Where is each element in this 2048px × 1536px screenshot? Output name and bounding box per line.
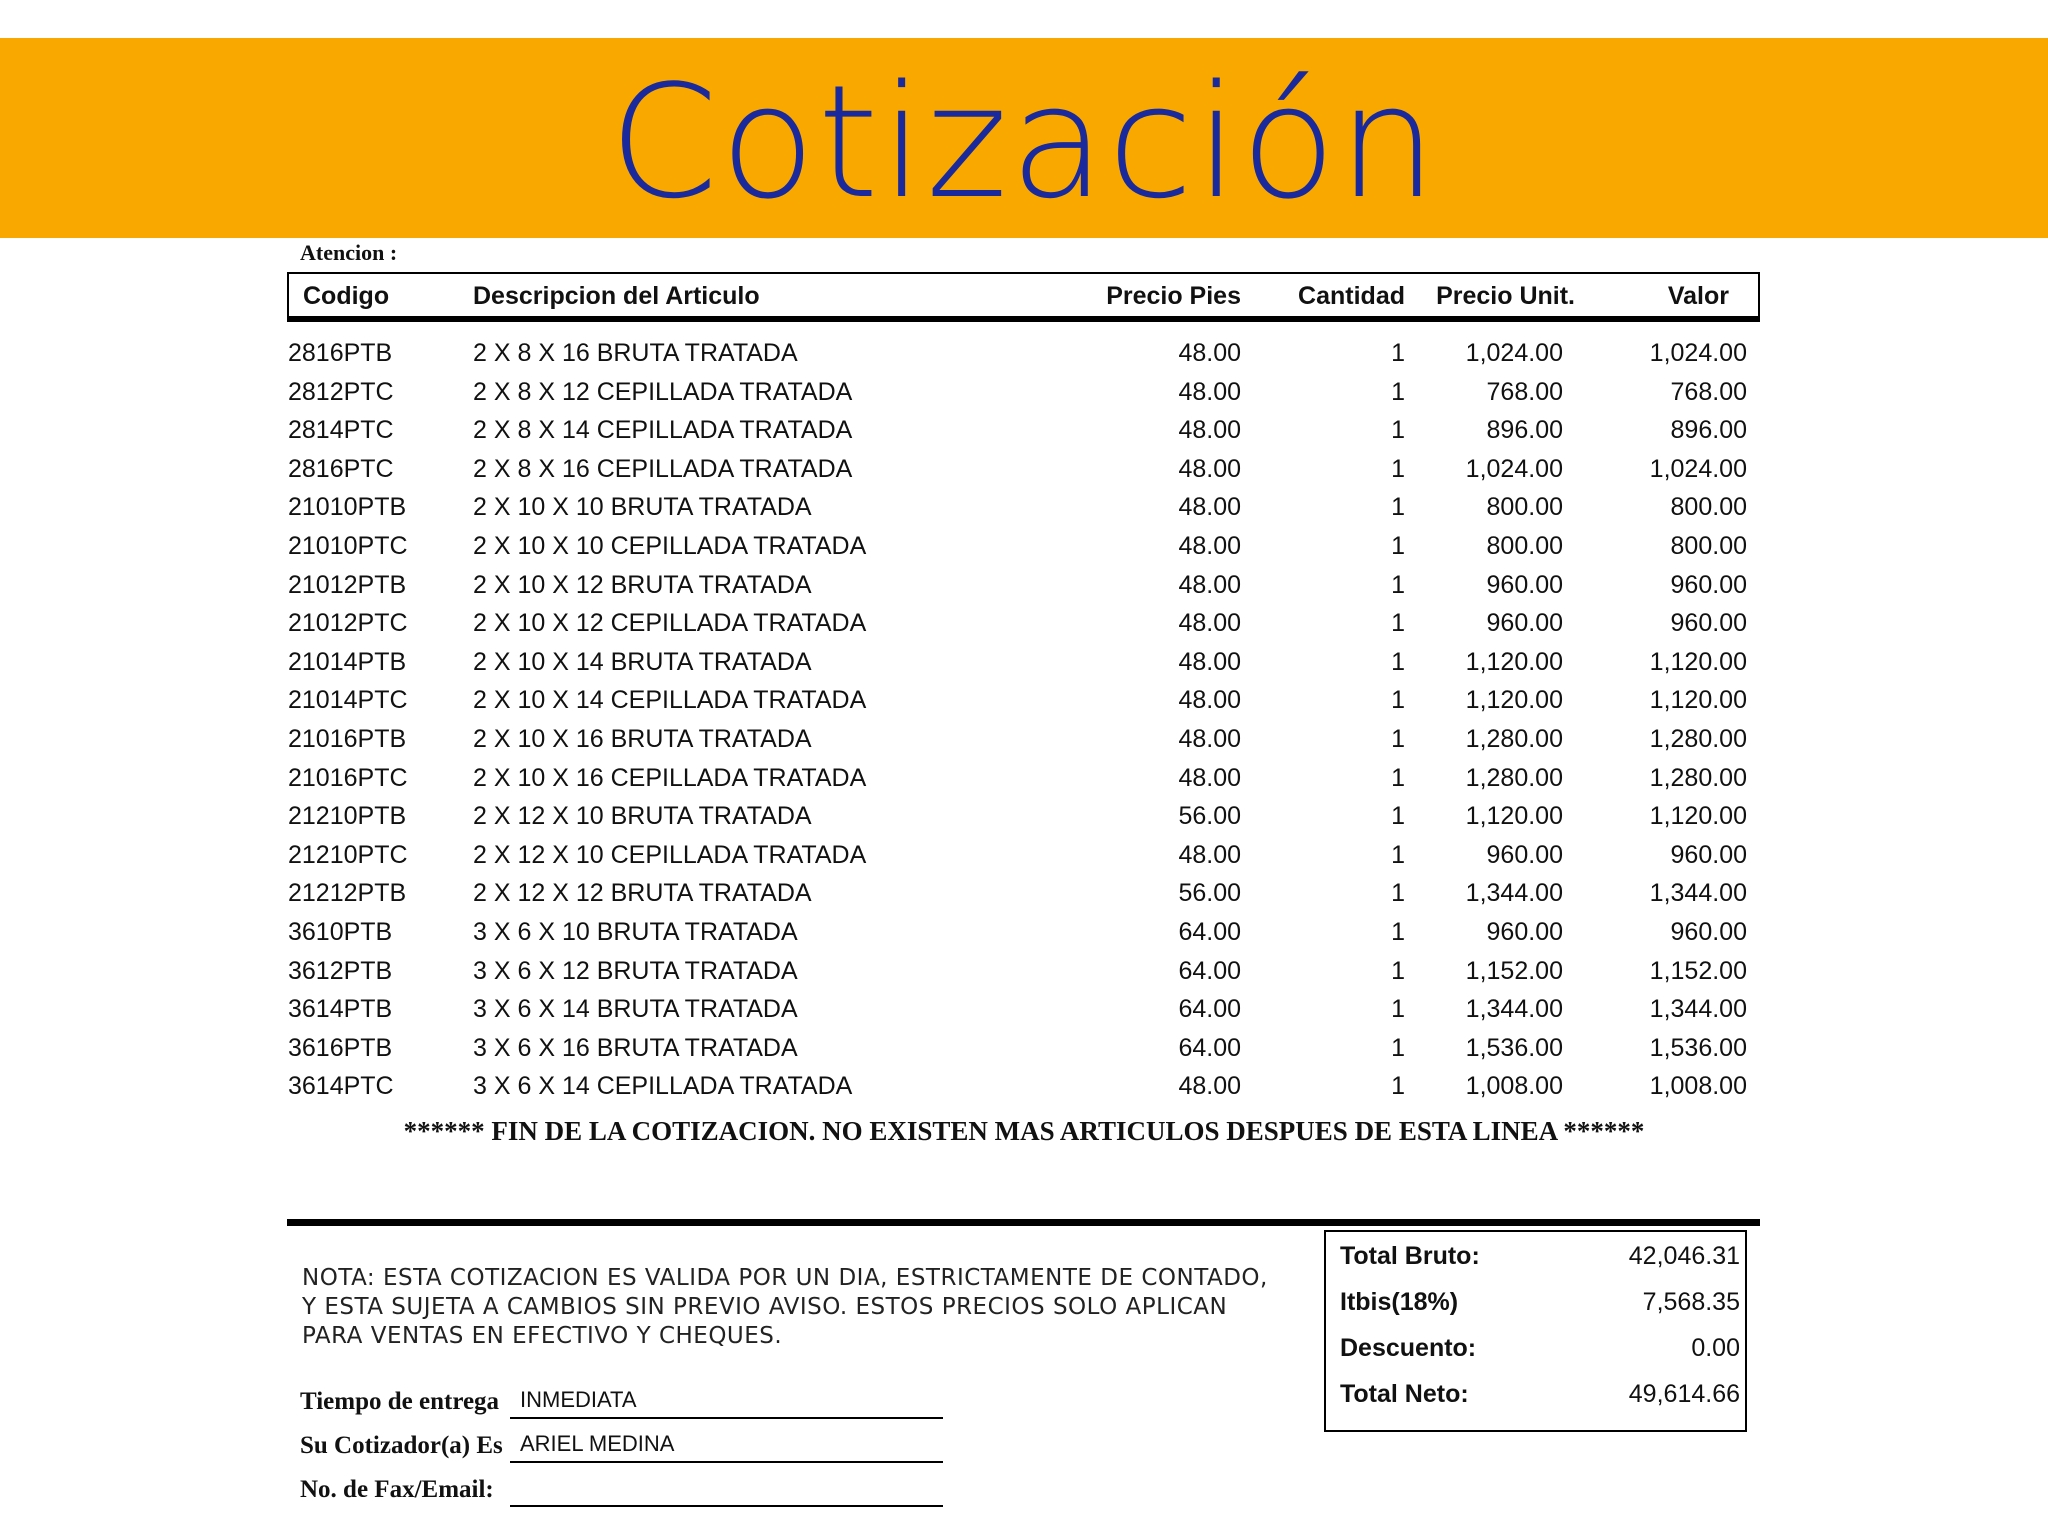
header-precio-pies: Precio Pies	[1106, 282, 1241, 310]
cell-valor: 800.00	[1670, 493, 1747, 522]
total-label: Itbis(18%)	[1340, 1288, 1459, 1316]
page-title: Cotización	[609, 51, 1439, 233]
cell-codigo: 3616PTB	[288, 1033, 393, 1062]
cell-descripcion: 2 X 10 X 12 BRUTA TRATADA	[473, 570, 812, 599]
cell-codigo: 21014PTC	[288, 686, 408, 715]
nota-line: NOTA: ESTA COTIZACION ES VALIDA POR UN DIA, ESTRICTAMENTE DE CONTADO,	[302, 1265, 1268, 1291]
cell-valor: 1,120.00	[1649, 686, 1747, 715]
cell-precio-unit: 1,344.00	[1465, 879, 1563, 908]
cell-descripcion: 2 X 10 X 16 BRUTA TRATADA	[473, 725, 812, 753]
cell-descripcion: 3 X 6 X 10 BRUTA TRATADA	[473, 918, 798, 946]
table-row	[0, 758, 2048, 797]
cell-precio-pies: 48.00	[1178, 609, 1241, 638]
header-descripcion: Descripcion del Articulo	[473, 282, 760, 310]
cell-descripcion: 3 X 6 X 12 BRUTA TRATADA	[473, 956, 798, 985]
cell-valor: 1,008.00	[1649, 1072, 1747, 1101]
table-row	[0, 680, 2048, 719]
cell-cantidad: 1	[1391, 454, 1405, 483]
total-value: 0.00	[1691, 1334, 1740, 1362]
cell-descripcion: 2 X 8 X 16 BRUTA TRATADA	[473, 339, 798, 367]
total-label: Total Neto:	[1340, 1380, 1469, 1408]
cell-cantidad: 1	[1391, 339, 1405, 367]
divider-rule	[287, 1219, 1760, 1226]
cell-precio-unit: 1,536.00	[1465, 1033, 1563, 1062]
cell-valor: 1,536.00	[1649, 1033, 1747, 1062]
cell-precio-unit: 960.00	[1486, 840, 1563, 869]
cell-valor: 1,280.00	[1649, 725, 1747, 753]
cell-precio-pies: 48.00	[1178, 725, 1241, 753]
cell-precio-pies: 48.00	[1178, 763, 1241, 792]
cell-precio-pies: 56.00	[1178, 879, 1241, 908]
cell-cantidad: 1	[1391, 416, 1405, 445]
cell-valor: 1,344.00	[1649, 879, 1747, 908]
cell-descripcion: 3 X 6 X 14 BRUTA TRATADA	[473, 995, 798, 1024]
cell-valor: 1,120.00	[1649, 647, 1747, 676]
table-row	[0, 835, 2048, 874]
tiempo-entrega-line	[510, 1417, 943, 1419]
cell-cantidad: 1	[1391, 802, 1405, 831]
cell-codigo: 21210PTB	[288, 802, 407, 831]
cell-precio-pies: 48.00	[1178, 339, 1241, 367]
cell-descripcion: 2 X 12 X 12 BRUTA TRATADA	[473, 879, 812, 908]
cell-precio-pies: 48.00	[1178, 840, 1241, 869]
table-row	[0, 989, 2048, 1028]
cell-codigo: 21016PTB	[288, 725, 407, 753]
cell-codigo: 21212PTB	[288, 879, 407, 908]
cell-valor: 960.00	[1670, 609, 1747, 638]
cell-descripcion: 2 X 10 X 10 BRUTA TRATADA	[473, 493, 812, 522]
cell-codigo: 21012PTB	[288, 570, 407, 599]
cell-cantidad: 1	[1391, 1033, 1405, 1062]
table-row	[0, 912, 2048, 951]
cell-precio-unit: 1,280.00	[1465, 763, 1563, 792]
cell-cantidad: 1	[1391, 1072, 1405, 1101]
total-value: 7,568.35	[1642, 1288, 1740, 1316]
cell-valor: 960.00	[1670, 840, 1747, 869]
cell-cantidad: 1	[1391, 763, 1405, 792]
table-row	[0, 449, 2048, 488]
cell-descripcion: 2 X 10 X 12 CEPILLADA TRATADA	[473, 609, 867, 638]
cell-precio-pies: 48.00	[1178, 686, 1241, 715]
table-row	[0, 565, 2048, 604]
cell-precio-unit: 1,024.00	[1465, 339, 1563, 367]
cell-descripcion: 2 X 12 X 10 BRUTA TRATADA	[473, 802, 812, 831]
cotizador-line	[510, 1461, 943, 1463]
cell-codigo: 3614PTC	[288, 1072, 394, 1101]
total-label: Total Bruto:	[1340, 1242, 1480, 1270]
cell-precio-unit: 1,024.00	[1465, 454, 1563, 483]
header-valor: Valor	[1667, 282, 1729, 310]
cell-valor: 800.00	[1670, 532, 1747, 560]
fax-email-label: No. de Fax/Email:	[300, 1476, 494, 1503]
cell-precio-pies: 64.00	[1178, 995, 1241, 1024]
table-row	[0, 796, 2048, 835]
cell-precio-pies: 48.00	[1178, 532, 1241, 560]
cell-descripcion: 2 X 8 X 14 CEPILLADA TRATADA	[473, 416, 853, 445]
cell-cantidad: 1	[1391, 647, 1405, 676]
cell-precio-pies: 48.00	[1178, 377, 1241, 406]
total-label: Descuento:	[1340, 1334, 1477, 1362]
end-of-quote-line: ****** FIN DE LA COTIZACION. NO EXISTEN MAS ARTICULOS DESPUES DE ESTA LINEA ******	[403, 1116, 1645, 1146]
cell-cantidad: 1	[1391, 377, 1405, 406]
cell-valor: 1,024.00	[1649, 454, 1747, 483]
table-row	[0, 1066, 2048, 1105]
cell-precio-pies: 56.00	[1178, 802, 1241, 831]
cell-descripcion: 2 X 8 X 12 CEPILLADA TRATADA	[473, 377, 853, 406]
nota-line: PARA VENTAS EN EFECTIVO Y CHEQUES.	[302, 1323, 783, 1349]
cell-descripcion: 3 X 6 X 14 CEPILLADA TRATADA	[473, 1072, 853, 1101]
header-cantidad: Cantidad	[1298, 282, 1405, 310]
cell-codigo: 2812PTC	[288, 377, 394, 406]
nota-line: Y ESTA SUJETA A CAMBIOS SIN PREVIO AVISO. ESTOS PRECIOS SOLO APLICAN	[302, 1294, 1228, 1320]
cell-precio-unit: 800.00	[1486, 532, 1563, 560]
header-codigo: Codigo	[303, 282, 390, 310]
cell-valor: 896.00	[1670, 416, 1747, 445]
tiempo-entrega-value: INMEDIATA	[520, 1387, 637, 1412]
cell-precio-pies: 48.00	[1178, 454, 1241, 483]
cell-valor: 768.00	[1670, 377, 1747, 406]
cell-precio-unit: 896.00	[1486, 416, 1563, 445]
cell-descripcion: 2 X 10 X 14 BRUTA TRATADA	[473, 647, 812, 676]
cell-precio-unit: 960.00	[1486, 609, 1563, 638]
cell-cantidad: 1	[1391, 570, 1405, 599]
cell-precio-unit: 1,120.00	[1465, 802, 1563, 831]
cell-precio-pies: 48.00	[1178, 570, 1241, 599]
fax-email-line	[510, 1505, 943, 1507]
cell-precio-unit: 1,120.00	[1465, 686, 1563, 715]
total-value: 42,046.31	[1628, 1242, 1740, 1270]
cell-codigo: 21210PTC	[288, 840, 408, 869]
cell-precio-unit: 768.00	[1486, 377, 1563, 406]
table-row	[0, 1028, 2048, 1067]
cell-precio-pies: 48.00	[1178, 1072, 1241, 1101]
cell-descripcion: 3 X 6 X 16 BRUTA TRATADA	[473, 1033, 798, 1062]
cell-codigo: 21016PTC	[288, 763, 408, 792]
cell-valor: 960.00	[1670, 570, 1747, 599]
cell-valor: 1,152.00	[1649, 956, 1747, 985]
cell-codigo: 2816PTC	[288, 454, 394, 483]
cell-valor: 1,024.00	[1649, 339, 1747, 367]
tiempo-entrega-label: Tiempo de entrega	[300, 1388, 500, 1415]
cell-codigo: 3610PTB	[288, 918, 393, 946]
cell-valor: 1,344.00	[1649, 995, 1747, 1024]
cell-cantidad: 1	[1391, 532, 1405, 560]
cell-descripcion: 2 X 10 X 16 CEPILLADA TRATADA	[473, 763, 867, 792]
cell-codigo: 2814PTC	[288, 416, 394, 445]
cell-valor: 960.00	[1670, 918, 1747, 946]
cell-cantidad: 1	[1391, 493, 1405, 522]
cell-cantidad: 1	[1391, 956, 1405, 985]
table-row	[0, 487, 2048, 526]
cell-precio-pies: 64.00	[1178, 1033, 1241, 1062]
table-row	[0, 719, 2048, 758]
cell-precio-pies: 64.00	[1178, 956, 1241, 985]
cell-precio-pies: 48.00	[1178, 647, 1241, 676]
cell-cantidad: 1	[1391, 879, 1405, 908]
cell-codigo: 21014PTB	[288, 647, 407, 676]
table-row	[0, 603, 2048, 642]
cotizador-value: ARIEL MEDINA	[520, 1431, 675, 1456]
cell-cantidad: 1	[1391, 686, 1405, 715]
cell-codigo: 21010PTB	[288, 493, 407, 522]
cell-precio-unit: 1,120.00	[1465, 647, 1563, 676]
cell-precio-unit: 1,344.00	[1465, 995, 1563, 1024]
cotizador-label: Su Cotizador(a) Es	[300, 1432, 503, 1459]
attention-label-cut: Atencion :	[300, 240, 398, 262]
cell-descripcion: 2 X 8 X 16 CEPILLADA TRATADA	[473, 454, 853, 483]
total-value: 49,614.66	[1628, 1380, 1740, 1408]
cell-cantidad: 1	[1391, 609, 1405, 638]
cell-descripcion: 2 X 12 X 10 CEPILLADA TRATADA	[473, 840, 867, 869]
cell-valor: 1,280.00	[1649, 763, 1747, 792]
cell-cantidad: 1	[1391, 840, 1405, 869]
cell-precio-unit: 1,008.00	[1465, 1072, 1563, 1101]
cell-codigo: 3612PTB	[288, 956, 393, 985]
cell-cantidad: 1	[1391, 995, 1405, 1024]
cell-cantidad: 1	[1391, 725, 1405, 753]
table-row	[0, 333, 2048, 372]
cell-precio-unit: 800.00	[1486, 493, 1563, 522]
cell-descripcion: 2 X 10 X 14 CEPILLADA TRATADA	[473, 686, 867, 715]
cell-descripcion: 2 X 10 X 10 CEPILLADA TRATADA	[473, 532, 867, 560]
table-row	[0, 526, 2048, 565]
cell-codigo: 2816PTB	[288, 339, 393, 367]
cell-precio-unit: 960.00	[1486, 918, 1563, 946]
cell-valor: 1,120.00	[1649, 802, 1747, 831]
cell-codigo: 3614PTB	[288, 995, 393, 1024]
nota-block	[302, 1264, 1302, 1351]
table-row	[0, 873, 2048, 912]
cell-precio-pies: 64.00	[1178, 918, 1241, 946]
table-row	[0, 951, 2048, 990]
table-row	[0, 642, 2048, 681]
header-precio-unit: Precio Unit.	[1436, 282, 1575, 310]
cell-precio-unit: 1,152.00	[1465, 956, 1563, 985]
cell-precio-pies: 48.00	[1178, 416, 1241, 445]
cell-cantidad: 1	[1391, 918, 1405, 946]
cell-precio-pies: 48.00	[1178, 493, 1241, 522]
cell-codigo: 21012PTC	[288, 609, 408, 638]
cell-codigo: 21010PTC	[288, 532, 408, 560]
cell-precio-unit: 1,280.00	[1465, 725, 1563, 753]
cell-precio-unit: 960.00	[1486, 570, 1563, 599]
table-row	[0, 372, 2048, 411]
table-row	[0, 410, 2048, 449]
